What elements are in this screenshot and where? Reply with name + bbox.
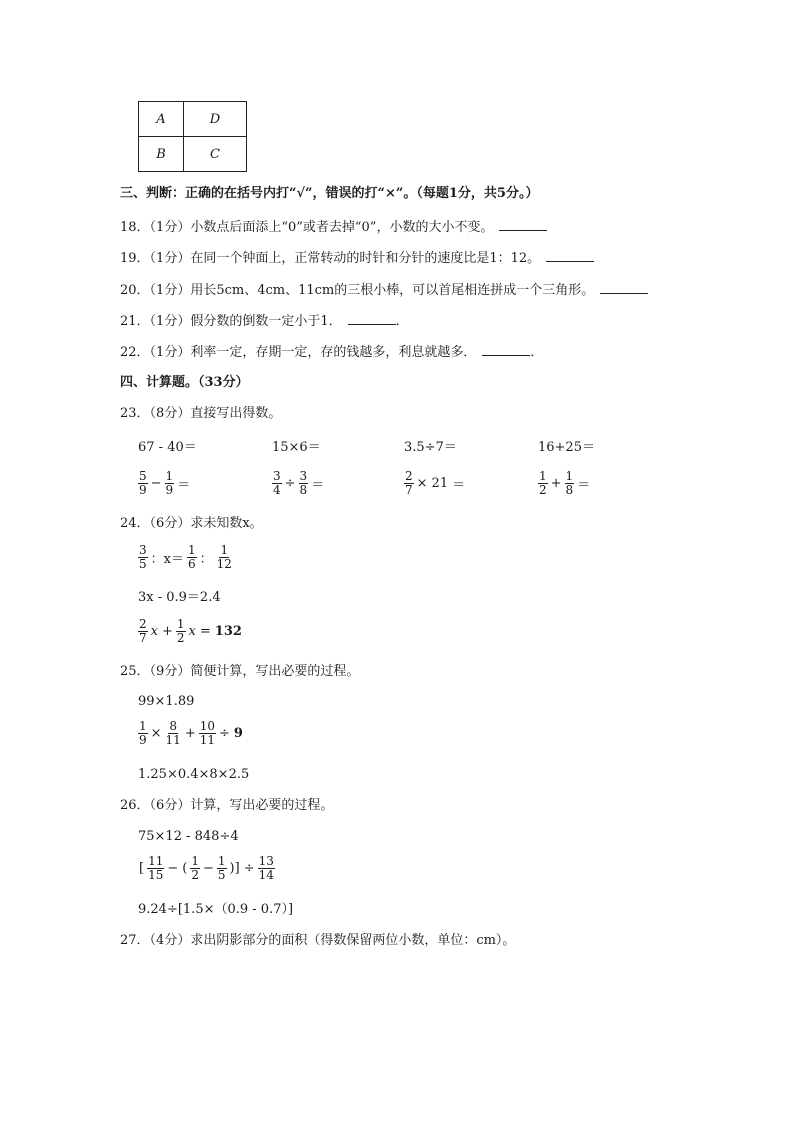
fraction: $\frac{1}{9}$ — [139, 719, 147, 747]
fraction: $\frac{1}{2}$ — [539, 469, 547, 497]
fraction: $\frac{1}{2}$ — [176, 617, 185, 645]
q23-expr-3: 3.5÷7＝ — [404, 440, 457, 455]
fraction: $\frac{1}{12}$ — [216, 543, 232, 571]
fraction: $\frac{1}{8}$ — [565, 469, 574, 497]
fraction: $\frac{2}{7}$ — [139, 617, 147, 645]
fraction: $\frac{1}{2}$ — [191, 854, 199, 882]
fraction: $\frac{3}{5}$ — [139, 543, 147, 571]
question-21-end: ． — [395, 314, 409, 329]
fraction: $\frac{13}{14}$ — [258, 854, 274, 882]
q23-frac-expr-4: $\frac{1}{2}$ + $\frac{1}{8}$ ＝ — [539, 469, 591, 497]
q25-expr-1: 99×1.89 — [138, 694, 195, 709]
grid-cell-d: D — [184, 102, 247, 137]
question-21-text: 21．（1分）假分数的倒数一定小于1． — [120, 314, 342, 329]
question-22-end: ． — [530, 345, 544, 360]
answer-blank-18[interactable] — [499, 218, 547, 231]
q23-frac-expr-2: $\frac{3}{4}$ ÷ $\frac{3}{8}$ ＝ — [273, 469, 325, 497]
question-25-text: 25．（9分）简便计算，写出必要的过程。 — [120, 664, 360, 679]
question-24-text: 24．（6分）求未知数x。 — [120, 516, 263, 531]
section-3-title: 三、判断：正确的在括号内打“√”，错误的打“×”。（每题1分，共5分。） — [120, 186, 539, 201]
q23-expr-1: 67 - 40＝ — [138, 440, 197, 455]
fraction: $\frac{8}{11}$ — [165, 719, 181, 747]
q24-equation-3: $\frac{2}{7}$ x + $\frac{1}{2}$ x = 132 — [139, 617, 242, 645]
q25-expr-3: 1.25×0.4×8×2.5 — [138, 767, 250, 782]
fraction: $\frac{2}{7}$ — [405, 469, 413, 497]
fraction: $\frac{1}{5}$ — [217, 854, 226, 882]
section-4-title: 四、计算题。（33分） — [120, 375, 249, 390]
question-20 — [120, 281, 648, 299]
fraction: $\frac{3}{4}$ — [273, 469, 281, 497]
question-22 — [120, 343, 543, 361]
grid-cell-c: C — [184, 137, 247, 172]
question-18-text: 18．（1分）小数点后面添上“0”或者去掉“0”，小数的大小不变。 — [120, 220, 494, 235]
q26-expr-2: [ $\frac{11}{15}$ − ( $\frac{1}{2}$ − $\frac{1}{5}$ )] ÷ $\frac{13}{14}$ — [139, 854, 274, 882]
fraction: $\frac{11}{15}$ — [148, 854, 164, 882]
fraction: $\frac{5}{9}$ — [139, 469, 147, 497]
question-23-text: 23．（8分）直接写出得数。 — [120, 406, 282, 421]
fraction: $\frac{1}{9}$ — [165, 469, 174, 497]
q23-frac-expr-3: $\frac{2}{7}$ × 21 ＝ — [405, 469, 466, 497]
question-20-text: 20．（1分）用长5cm、4cm、11cm的三根小棒，可以首尾相连拼成一个三角形。 — [120, 283, 595, 298]
question-22-text: 22．（1分）利率一定，存期一定，存的钱越多，利息就越多． — [120, 345, 477, 360]
question-21 — [120, 312, 409, 330]
question-27-text: 27．（4分）求出阴影部分的面积（得数保留两位小数，单位：cm）。 — [120, 933, 516, 948]
grid-cell-b: B — [139, 137, 184, 172]
grid-cell-a: A — [139, 102, 184, 137]
question-18 — [120, 218, 547, 236]
question-26-text: 26．（6分）计算，写出必要的过程。 — [120, 798, 334, 813]
fraction: $\frac{1}{6}$ — [187, 543, 196, 571]
q25-expr-2: $\frac{1}{9}$ × $\frac{8}{11}$ + $\frac{10}{11}$ ÷ 9 — [139, 719, 243, 747]
fraction: $\frac{3}{8}$ — [299, 469, 308, 497]
answer-blank-21[interactable] — [348, 312, 396, 325]
q23-frac-expr-1: $\frac{5}{9}$ − $\frac{1}{9}$ ＝ — [139, 469, 191, 497]
answer-blank-22[interactable] — [482, 343, 530, 356]
question-19 — [120, 249, 594, 267]
q24-proportion: $\frac{3}{5}$ ：x＝ $\frac{1}{6}$ ： $\frac{1}{12}$ — [139, 543, 232, 571]
fraction: $\frac{10}{11}$ — [199, 719, 216, 747]
q26-expr-3: 9.24÷[1.5×（0.9 - 0.7）] — [138, 902, 294, 917]
q24-equation-2: 3x - 0.9＝2.4 — [138, 590, 221, 605]
answer-blank-20[interactable] — [600, 281, 648, 294]
question-19-text: 19．（1分）在同一个钟面上，正常转动的时针和分针的速度比是1：12。 — [120, 251, 541, 266]
abcd-grid — [138, 101, 247, 172]
q23-expr-2: 15×6＝ — [272, 440, 321, 455]
answer-blank-19[interactable] — [546, 249, 594, 262]
q23-expr-4: 16+25＝ — [538, 440, 595, 455]
q26-expr-1: 75×12 - 848÷4 — [138, 829, 239, 844]
